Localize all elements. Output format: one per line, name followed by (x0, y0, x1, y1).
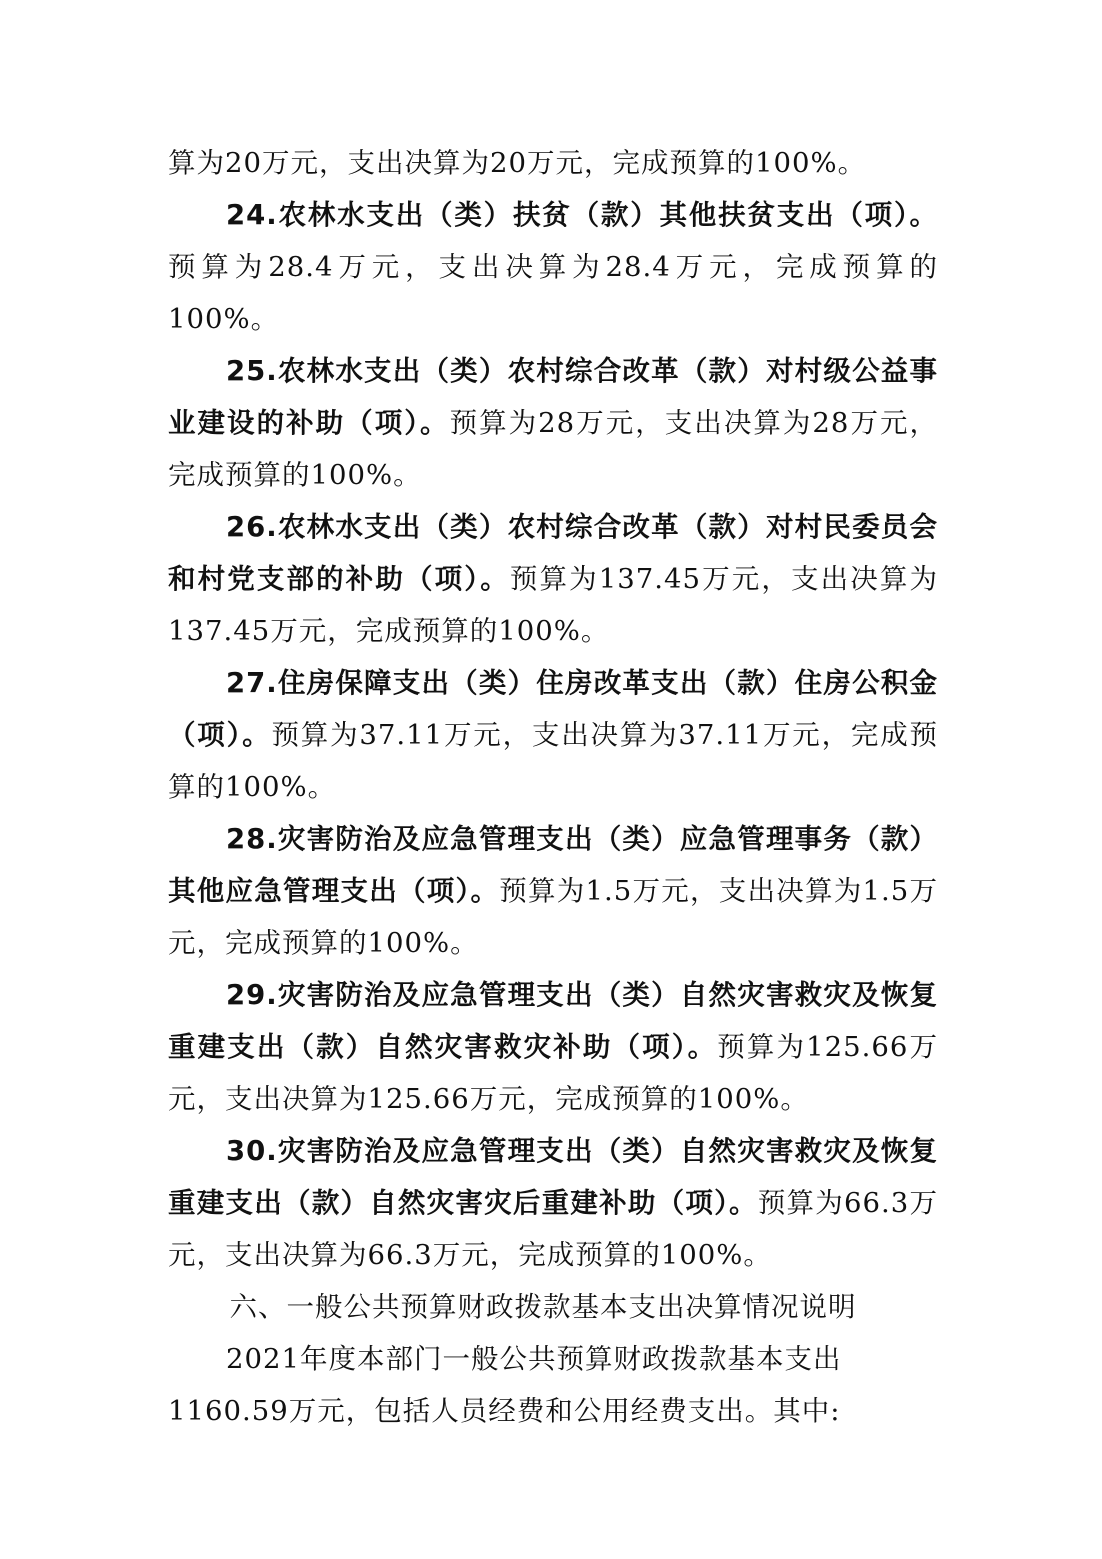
paragraph-item-30 (168, 1125, 938, 1281)
item-heading: 30.灾害防治及应急管理支出（类）自然灾害救灾及恢复重建支出（款）自然灾害灾后重建补助（项）。 (168, 1135, 938, 1219)
item-heading: 24.农林水支出（类）扶贫（款）其他扶贫支出（项）。 (226, 199, 938, 231)
document-page (168, 137, 938, 1437)
item-heading: 26.农林水支出（类）农村综合改革（款）对村民委员会和村党支部的补助（项）。 (168, 511, 938, 595)
paragraph-item-24 (168, 189, 938, 345)
paragraph-item-23-tail (168, 137, 938, 189)
paragraph-text: 算为20万元，支出决算为20万元，完成预算的100%。 (168, 147, 867, 179)
paragraph-item-26 (168, 501, 938, 657)
paragraph-item-27 (168, 657, 938, 813)
item-text: 预算为125.66万元，支出决算为125.66万元，完成预算的100%。 (168, 1031, 938, 1115)
section-title: 六、一般公共预算财政拨款基本支出决算情况说明 (229, 1291, 857, 1323)
item-text: 预算为1.5万元，支出决算为1.5万元，完成预算的100%。 (168, 875, 938, 959)
item-heading: 29.灾害防治及应急管理支出（类）自然灾害救灾及恢复重建支出（款）自然灾害救灾补助（项）。 (168, 979, 938, 1063)
item-heading: 25.农林水支出（类）农村综合改革（款）对村级公益事业建设的补助（项）。 (168, 355, 938, 439)
item-text: 预算为66.3万元，支出决算为66.3万元，完成预算的100%。 (168, 1187, 939, 1271)
item-heading: 28.灾害防治及应急管理支出（类）应急管理事务（款）其他应急管理支出（项）。 (168, 823, 938, 907)
paragraph-item-29 (168, 969, 938, 1125)
paragraph-item-25 (168, 345, 938, 501)
summary-line-1: 2021年度本部门一般公共预算财政拨款基本支出 (226, 1343, 842, 1375)
item-text: 预算为28.4万元，支出决算为28.4万元，完成预算的100%。 (168, 251, 938, 335)
item-text: 预算为137.45万元，支出决算为137.45万元，完成预算的100%。 (168, 563, 938, 647)
item-text: 预算为28万元，支出决算为28万元，完成预算的100%。 (168, 407, 939, 491)
summary-line-2: 1160.59万元，包括人员经费和公用经费支出。其中: (168, 1395, 841, 1427)
paragraph-item-28 (168, 813, 938, 969)
item-text: 预算为37.11万元，支出决算为37.11万元，完成预算的100%。 (168, 719, 939, 803)
item-heading: 27.住房保障支出（类）住房改革支出（款）住房公积金（项）。 (168, 667, 938, 751)
